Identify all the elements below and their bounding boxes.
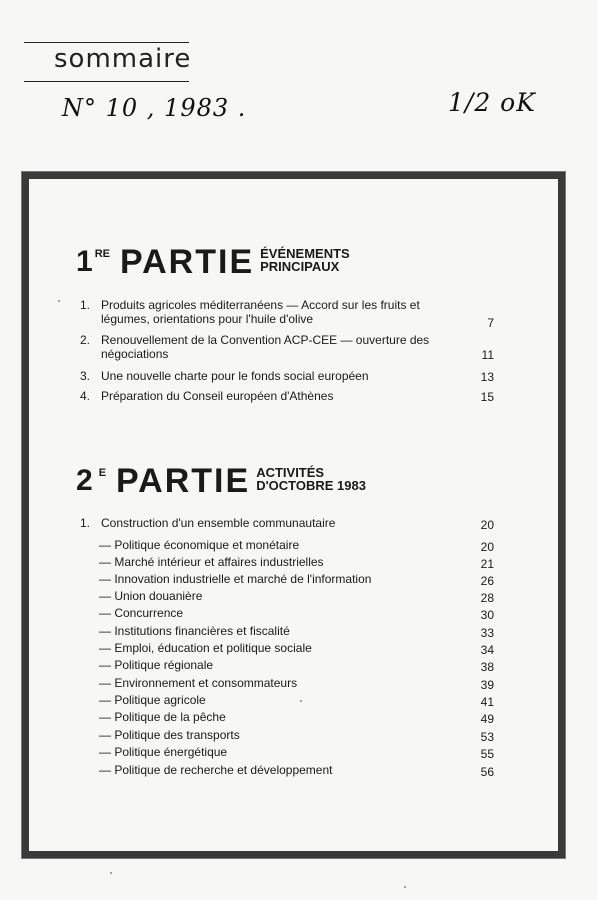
toc-subitem-text: — Politique économique et monétaire [99, 538, 300, 552]
scan-speck [110, 872, 112, 874]
toc-item-page: 11 [481, 348, 494, 362]
part2-heading [76, 462, 366, 500]
toc-item-page: 20 [480, 518, 494, 532]
toc-item-number: 1. [80, 516, 91, 530]
toc-subitem-text: — Institutions financières et fiscalité [99, 624, 290, 638]
toc-subitem-page: 21 [480, 557, 494, 571]
part1-subtitle-line1: ÉVÉNEMENTS [260, 246, 350, 261]
toc-subitem-page: 41 [480, 695, 494, 709]
toc-subitem-page: 39 [480, 678, 494, 692]
toc-subitem-text: — Politique agricole [99, 693, 206, 707]
part1-subtitle [260, 247, 350, 273]
toc-subitem-page: 56 [480, 765, 494, 779]
toc-subitem-text: — Emploi, éducation et politique sociale [99, 641, 312, 655]
scan-speck [58, 300, 60, 302]
part1-word: PARTIE [119, 243, 255, 281]
toc-subitem-page: 26 [480, 574, 494, 588]
part2-subtitle-line1: ACTIVITÉS [256, 465, 325, 480]
toc-subitem-text: — Concurrence [99, 606, 184, 620]
toc-subitem-page: 33 [480, 626, 494, 640]
toc-subitem-page: 28 [480, 591, 494, 605]
toc-subitem-text: — Environnement et consommateurs [99, 676, 298, 690]
toc-item-text: Renouvellement de la Convention ACP-CEE — ouverture des négociations [101, 333, 430, 361]
scan-speck [300, 700, 302, 702]
toc-subitem-text: — Politique des transports [99, 728, 240, 742]
bottom-rule [24, 81, 189, 82]
toc-subitem-page: 20 [480, 540, 494, 554]
toc-item-page: 7 [487, 316, 494, 330]
part1-subtitle-line2: PRINCIPAUX [260, 259, 340, 274]
toc-item-text: Une nouvelle charte pour le fonds social européen [101, 369, 369, 383]
part1-number: 1 [76, 245, 93, 278]
part2-subtitle-line2: D'OCTOBRE 1983 [256, 478, 366, 493]
toc-item-number: 3. [80, 369, 91, 383]
toc-subitem-page: 55 [480, 747, 494, 761]
toc-subitem-text: — Politique régionale [99, 658, 214, 672]
part1-suffix: RE [94, 248, 110, 260]
toc-subitem-page: 30 [480, 608, 494, 622]
toc-subitem-text: — Politique de recherche et développement [99, 763, 333, 777]
toc-item-number: 2. [80, 333, 91, 347]
toc-subitem-page: 34 [480, 643, 494, 657]
toc-subitem-page: 49 [480, 712, 494, 726]
scan-speck [404, 886, 406, 888]
toc-subitem-text: — Politique de la pêche [99, 710, 226, 724]
toc-subitem-text: — Marché intérieur et affaires industrielles [99, 555, 324, 569]
part2-subtitle [256, 466, 366, 492]
part2-word: PARTIE [116, 462, 251, 500]
part2-number: 2 [76, 464, 93, 497]
toc-subitem-text: — Politique énergétique [99, 745, 228, 759]
toc-item-page: 13 [480, 370, 494, 384]
toc-item-number: 4. [80, 389, 91, 403]
toc-subitem-text: — Union douanière [99, 589, 203, 603]
toc-subitem-page: 38 [480, 660, 494, 674]
toc-item-text: Produits agricoles méditerranéens — Accord sur les fruits et légumes, orientations pour l'huile d'olive [101, 298, 420, 326]
toc-item-number: 1. [80, 298, 91, 312]
toc-item-text: Préparation du Conseil européen d'Athènes [101, 389, 334, 403]
top-rule [24, 42, 189, 43]
toc-item-page: 15 [480, 390, 494, 404]
handwritten-note: 1/2 oK [448, 88, 536, 117]
page-title: sommaire [54, 44, 192, 74]
handwritten-issue: N° 10 , 1983 . [62, 94, 247, 122]
toc-subitem-page: 53 [480, 730, 494, 744]
toc-item-text: Construction d'un ensemble communautaire [101, 516, 336, 530]
part1-heading [76, 243, 350, 281]
toc-subitem-text: — Innovation industrielle et marché de l'information [99, 572, 372, 586]
part2-suffix: E [98, 467, 107, 479]
